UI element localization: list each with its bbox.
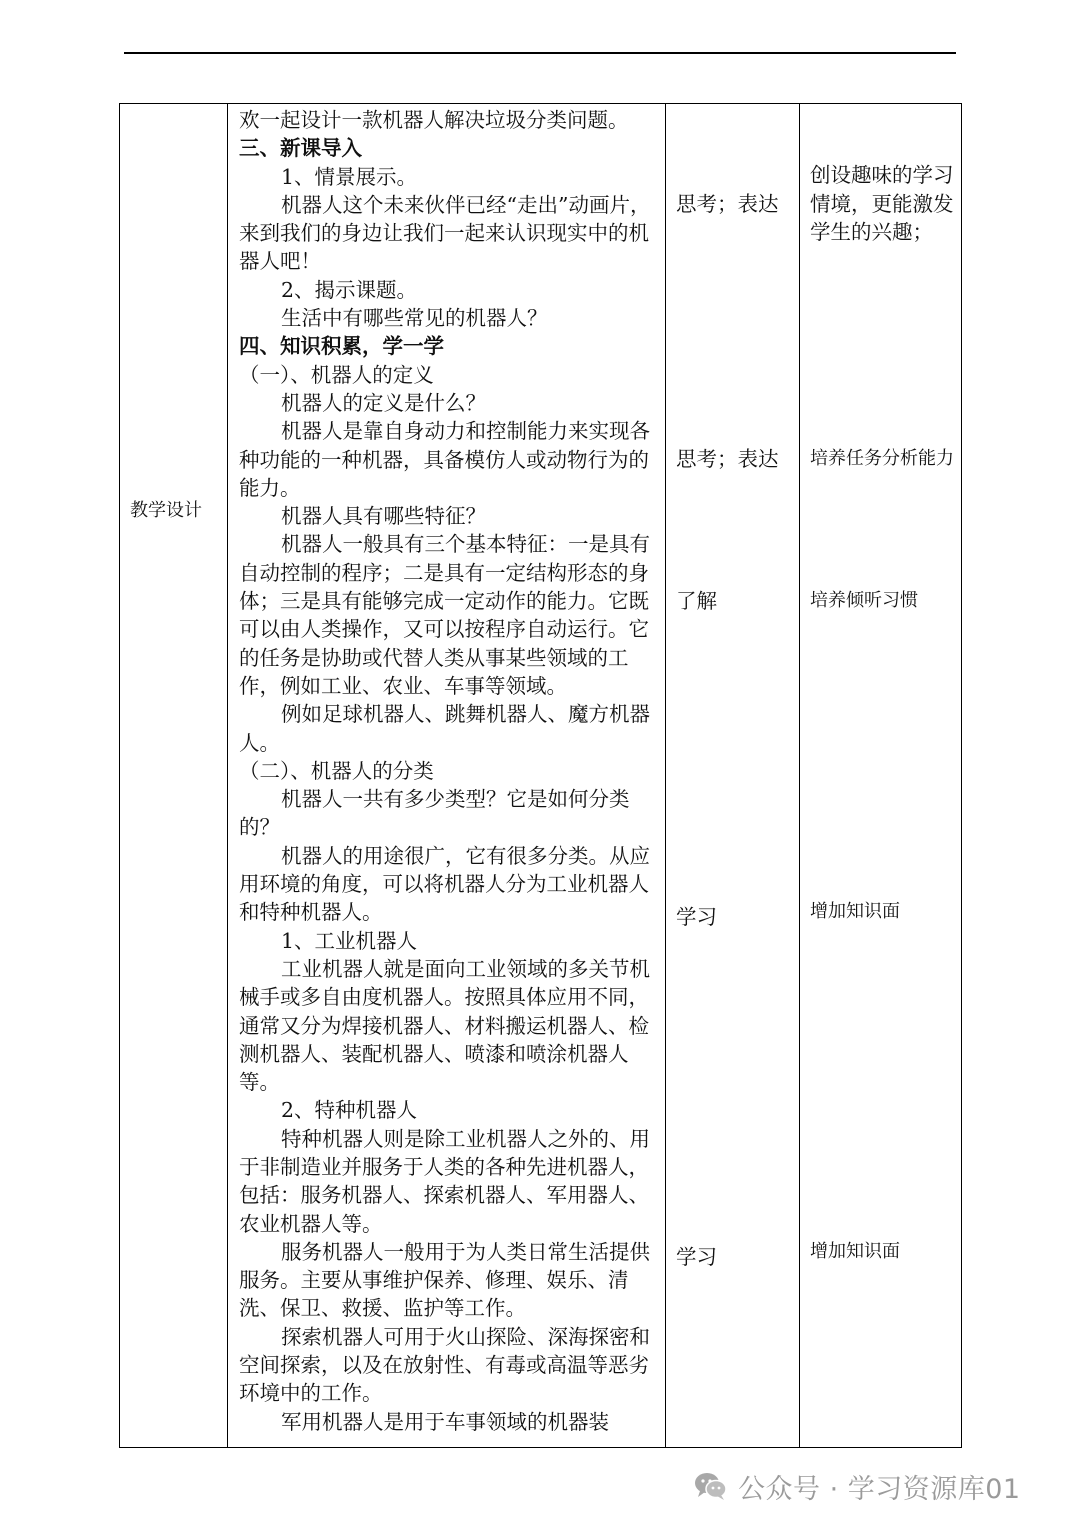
lesson-line: 生活中有哪些常见的机器人？ xyxy=(281,306,548,331)
lesson-paragraph: 服务机器人一般用于为人类日常生活提供服务。主要从事维护保养、修理、娱乐、清洗、保卫、救援、监护等工作。 xyxy=(239,1239,650,1321)
lesson-paragraph: 探索机器人可用于火山探险、深海探密和空间探索，以及在放射性、有毒或高温等恶劣环境中的工作。 xyxy=(239,1324,650,1406)
lesson-paragraph: 工业机器人就是面向工业领域的多关节机械手或多自由度机器人。按照具体应用不同，通常又分为焊接机器人、材料搬运机器人、检测机器人、装配机器人、喷漆和喷涂机器人等。 xyxy=(239,956,650,1095)
wechat-icon xyxy=(694,1471,728,1501)
subsection-heading: （一）、机器人的定义 xyxy=(239,362,434,387)
header-rule xyxy=(124,52,956,54)
watermark xyxy=(694,1466,1021,1506)
design-intent: 创设趣味的学习情境，更能激发学生的兴趣； xyxy=(810,163,954,244)
watermark-text: 公众号 · 学习资源库01 xyxy=(738,1473,1021,1505)
section-heading: 三、新课导入 xyxy=(239,136,362,161)
lesson-paragraph: 机器人这个未来伙伴已经“走出”动画片，来到我们的身边让我们一起来认识现实中的机器人吧！ xyxy=(239,192,651,274)
lesson-line: 2、揭示课题。 xyxy=(281,277,418,302)
lesson-line: 2、特种机器人 xyxy=(281,1098,418,1123)
lesson-paragraph: 例如足球机器人、跳舞机器人、魔方机器人。 xyxy=(239,702,650,755)
student-activity: 思考；表达 xyxy=(676,192,779,216)
design-intent: 增加知识面 xyxy=(810,901,900,922)
lesson-line: 机器人具有哪些特征？ xyxy=(281,504,486,529)
design-intent: 增加知识面 xyxy=(810,1241,900,1262)
student-activity: 学习 xyxy=(676,1245,717,1269)
column-divider xyxy=(799,104,800,1447)
lesson-paragraph: 机器人的用途很广，它有很多分类。从应用环境的角度，可以将机器人分为工业机器人和特种机器人。 xyxy=(239,843,650,925)
column-divider xyxy=(227,104,228,1447)
lesson-paragraph: 机器人一共有多少类型？它是如何分类的？ xyxy=(239,787,630,840)
student-activity: 思考；表达 xyxy=(676,447,779,471)
design-intent: 培养倾听习惯 xyxy=(810,590,918,611)
lesson-paragraph: 机器人是靠自身动力和控制能力来实现各种功能的一种机器，具备模仿人或动物行为的能力。 xyxy=(239,419,650,500)
lesson-paragraph: 特种机器人则是除工业机器人之外的、用于非制造业并服务于人类的各种先进机器人，包括：服务机器人、探索机器人、军用器人、农业机器人等。 xyxy=(239,1126,650,1236)
lesson-line: 欢一起设计一款机器人解决垃圾分类问题。 xyxy=(239,108,629,132)
design-intent: 培养任务分析能力 xyxy=(810,448,954,469)
lesson-content xyxy=(239,106,661,1436)
lesson-paragraph: 机器人一般具有三个基本特征：一是具有自动控制的程序；二是具有一定结构形态的身体；三是具有能够完成一定动作的能力。它既可以由人类操作，又可以按程序自动运行。它的任务是协助或代替人类从事某些领域的工作，例如工业、农业、车事等领域。 xyxy=(239,532,650,698)
lesson-table xyxy=(119,103,962,1448)
column-divider xyxy=(665,104,666,1447)
section-heading: 四、知识积累，学一学 xyxy=(239,334,444,359)
lesson-line: 机器人的定义是什么？ xyxy=(281,390,486,415)
row-label: 教学设计 xyxy=(130,500,202,521)
student-activity: 了解 xyxy=(676,589,717,613)
student-activity: 学习 xyxy=(676,905,717,929)
lesson-line: 军用机器人是用于车事领域的机器装 xyxy=(281,1409,609,1434)
lesson-line: 1、情景展示。 xyxy=(281,164,418,189)
subsection-heading: （二）、机器人的分类 xyxy=(239,758,434,783)
lesson-line: 1、工业机器人 xyxy=(281,928,418,953)
